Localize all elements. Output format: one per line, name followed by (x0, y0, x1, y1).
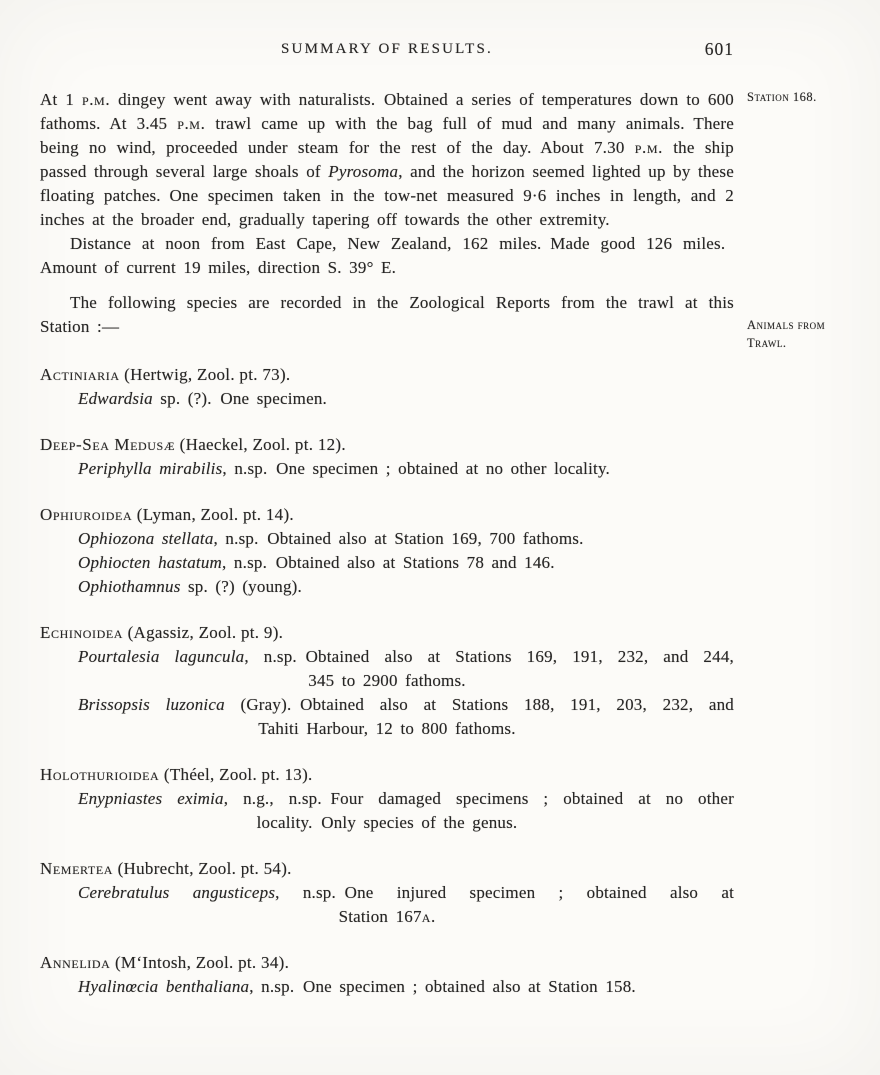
text-run: (Hubrecht, Zool. pt. 54). (113, 859, 292, 878)
species-group (40, 621, 734, 741)
species-entry-line (78, 575, 734, 599)
text-run: (Haeckel, Zool. pt. 12). (175, 435, 346, 454)
text-run: , n.sp. One injured specimen ; obtained also at (275, 883, 734, 902)
text-run: , n.sp. Obtained also at Stations 78 and 146. (222, 553, 555, 572)
text-run: Edwardsia (78, 389, 153, 408)
species-entry (40, 527, 734, 551)
species-entry-line (78, 645, 734, 669)
text-run: , n.g., n.sp. Four damaged specimens ; obtained at no other (223, 789, 734, 808)
text-run: (Gray). Obtained also at Stations 188, 191, 203, 232, and (224, 695, 734, 714)
margin-note-animals-from-trawl: Animals from Trawl. (747, 318, 826, 350)
text-run: (M‘Intosh, Zool. pt. 34). (110, 953, 290, 972)
body-paragraph (40, 291, 734, 339)
body-paragraph (40, 88, 734, 232)
species-group (40, 433, 734, 481)
text-run: (Théel, Zool. pt. 13). (159, 765, 313, 784)
species-entry-line (40, 905, 734, 929)
species-entry (40, 693, 734, 741)
species-entry-line (78, 457, 734, 481)
text-run: Nemertea (40, 859, 114, 878)
text-run: the ship passed through several large shoals of (40, 138, 734, 181)
text-run: , n.sp. One specimen ; obtained also at Station 158. (249, 977, 636, 996)
text-run: sp. (?) (young). (180, 577, 302, 596)
text-run: p.m. (177, 114, 206, 133)
species-entry (40, 975, 734, 999)
text-run: The following species are recorded in the Zoological Reports from the trawl at this Station :— (40, 293, 734, 336)
species-entry-line (40, 669, 734, 693)
species-group (40, 503, 734, 599)
body-paragraph (40, 232, 734, 280)
text-run: sp. (?). One specimen. (152, 389, 327, 408)
species-group-heading (40, 951, 734, 975)
species-group-heading (40, 621, 734, 645)
species-group-heading (40, 503, 734, 527)
species-entry (40, 881, 734, 929)
text-run: Actiniaria (40, 365, 120, 384)
species-group-heading (40, 433, 734, 457)
margin-note-station: Station 168. (747, 90, 817, 104)
text-run: At 1 (40, 90, 82, 109)
species-entry (40, 551, 734, 575)
species-entry-line (78, 881, 734, 905)
text-run: locality. Only species of the genus. (256, 813, 518, 832)
text-run: Ophiothamnus (78, 577, 181, 596)
species-group-heading (40, 363, 734, 387)
text-run: Enypniastes eximia (78, 789, 224, 808)
text-run: (Lyman, Zool. pt. 14). (132, 505, 294, 524)
text-run: Pourtalesia laguncula (78, 647, 245, 666)
species-entry-line (78, 975, 734, 999)
narrative-paragraphs-section (40, 88, 734, 339)
text-run: Holothurioidea (40, 765, 160, 784)
species-entry (40, 457, 734, 481)
text-run: , n.sp. One specimen ; obtained at no other locality. (222, 459, 610, 478)
text-run: Cerebratulus angusticeps (78, 883, 276, 902)
page-number: 601 (704, 39, 734, 59)
text-run: dingey went away with naturalists. Obtained a series of temperatures down to 600 fathoms. At 3.45 (40, 90, 735, 133)
species-entry (40, 787, 734, 835)
text-run: (Hertwig, Zool. pt. 73). (119, 365, 291, 384)
text-run: (Agassiz, Zool. pt. 9). (123, 623, 284, 642)
text-run: trawl came up with the bag full of mud and many animals. There being no wind, proceeded under steam for the rest of the day. About 7.30 (40, 114, 734, 157)
species-entry (40, 645, 734, 693)
species-entry-line (78, 551, 734, 575)
species-list-section (40, 363, 734, 999)
text-run: , and the horizon seemed lighted up by these floating patches. One specimen taken in the tow-net measured 9·6 inches in length, and 2 inches at the broader end, gradually tapering off towards the other extremity. (40, 162, 734, 229)
text-run: Tahiti Harbour, 12 to 800 fathoms. (258, 719, 516, 738)
text-run: Distance at noon from East Cape, New Zealand, 162 miles. Made good 126 miles. Amount of current 19 miles, direction S. 39° E. (40, 234, 734, 277)
species-group-heading (40, 763, 734, 787)
species-group (40, 951, 734, 999)
running-head: SUMMARY OF RESULTS. (281, 41, 493, 57)
text-run: Periphylla mirabilis (78, 459, 223, 478)
species-group-heading (40, 857, 734, 881)
text-column (40, 38, 734, 999)
text-run: Ophiozona stellata (78, 529, 214, 548)
text-run: Ophiocten hastatum (78, 553, 223, 572)
text-run: Pyrosoma (328, 162, 399, 181)
text-run: Echinoidea (40, 623, 124, 642)
page-header (40, 38, 734, 60)
species-entry-line (40, 717, 734, 741)
text-run: Station 167 (338, 907, 422, 926)
text-run: Ophiuroidea (40, 505, 133, 524)
text-run: . (430, 907, 436, 926)
species-group (40, 763, 734, 835)
text-run: , n.sp. Obtained also at Stations 169, 191, 232, and 244, (244, 647, 734, 666)
species-group (40, 857, 734, 929)
text-run: Hyalinœcia benthaliana (78, 977, 250, 996)
species-entry (40, 575, 734, 599)
text-run: a (421, 907, 431, 926)
species-entry (40, 387, 734, 411)
text-run: Deep-Sea Medusæ (40, 435, 176, 454)
text-run: Brissopsis luzonica (78, 695, 225, 714)
text-run: p.m. (81, 90, 111, 109)
species-entry-line (78, 527, 734, 551)
species-entry-line (78, 693, 734, 717)
text-run: , n.sp. Obtained also at Station 169, 700 fathoms. (213, 529, 584, 548)
text-run: 345 to 2900 fathoms. (308, 671, 466, 690)
species-entry-line (78, 787, 734, 811)
text-run: Annelida (40, 953, 111, 972)
species-group (40, 363, 734, 411)
text-run: p.m. (634, 138, 664, 157)
species-entry-line (78, 387, 734, 411)
species-entry-line (40, 811, 734, 835)
